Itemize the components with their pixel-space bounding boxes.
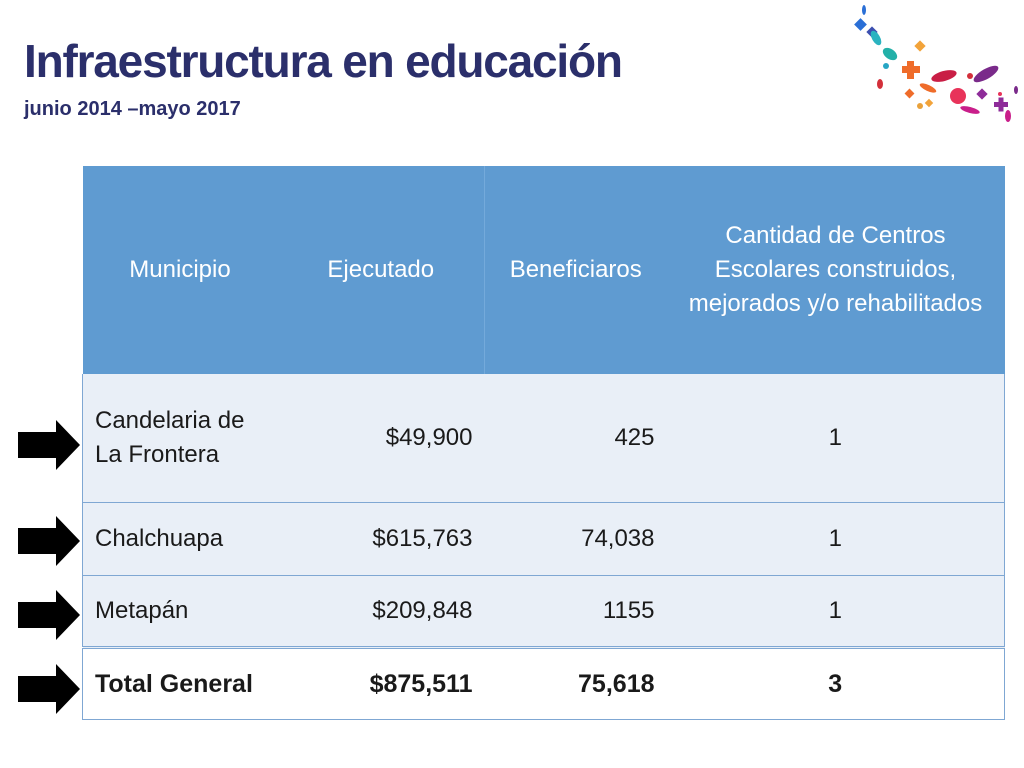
cell-total-label: Total General — [83, 648, 278, 720]
arrow-right-icon — [18, 420, 80, 470]
cell-ejecutado: $49,900 — [278, 374, 485, 503]
cell-total-ejecutado: $875,511 — [278, 648, 485, 720]
header-centros: Cantidad de Centros Escolares construidos, mejorados y/o rehabilitados — [667, 166, 1005, 374]
cell-total-centros: 3 — [667, 648, 1005, 720]
cell-beneficiarios: 425 — [485, 374, 667, 503]
header-beneficiarios: Beneficiaros — [485, 166, 667, 374]
table-total-row — [83, 648, 1005, 720]
table-row — [83, 576, 1005, 648]
cell-municipio: Metapán — [83, 576, 278, 648]
page-title: Infraestructura en educación — [24, 35, 622, 87]
table-row — [83, 374, 1005, 503]
cell-ejecutado: $209,848 — [278, 576, 485, 648]
confetti-decoration-icon — [846, 4, 1022, 126]
cell-beneficiarios: 1155 — [485, 576, 667, 648]
cell-beneficiarios: 74,038 — [485, 503, 667, 576]
cell-centros: 1 — [667, 503, 1005, 576]
page-subtitle: junio 2014 –mayo 2017 — [24, 98, 241, 120]
arrow-right-icon — [18, 664, 80, 714]
cell-total-beneficiarios: 75,618 — [485, 648, 667, 720]
cell-ejecutado: $615,763 — [278, 503, 485, 576]
table-header-row — [83, 166, 1005, 374]
education-infrastructure-table — [82, 166, 1005, 720]
arrow-right-icon — [18, 516, 80, 566]
cell-centros: 1 — [667, 576, 1005, 648]
arrow-right-icon — [18, 590, 80, 640]
cell-municipio: Candelaria de La Frontera — [83, 374, 278, 503]
header-municipio: Municipio — [83, 166, 278, 374]
header-ejecutado: Ejecutado — [278, 166, 485, 374]
cell-municipio: Chalchuapa — [83, 503, 278, 576]
cell-centros: 1 — [667, 374, 1005, 503]
table-row — [83, 503, 1005, 576]
